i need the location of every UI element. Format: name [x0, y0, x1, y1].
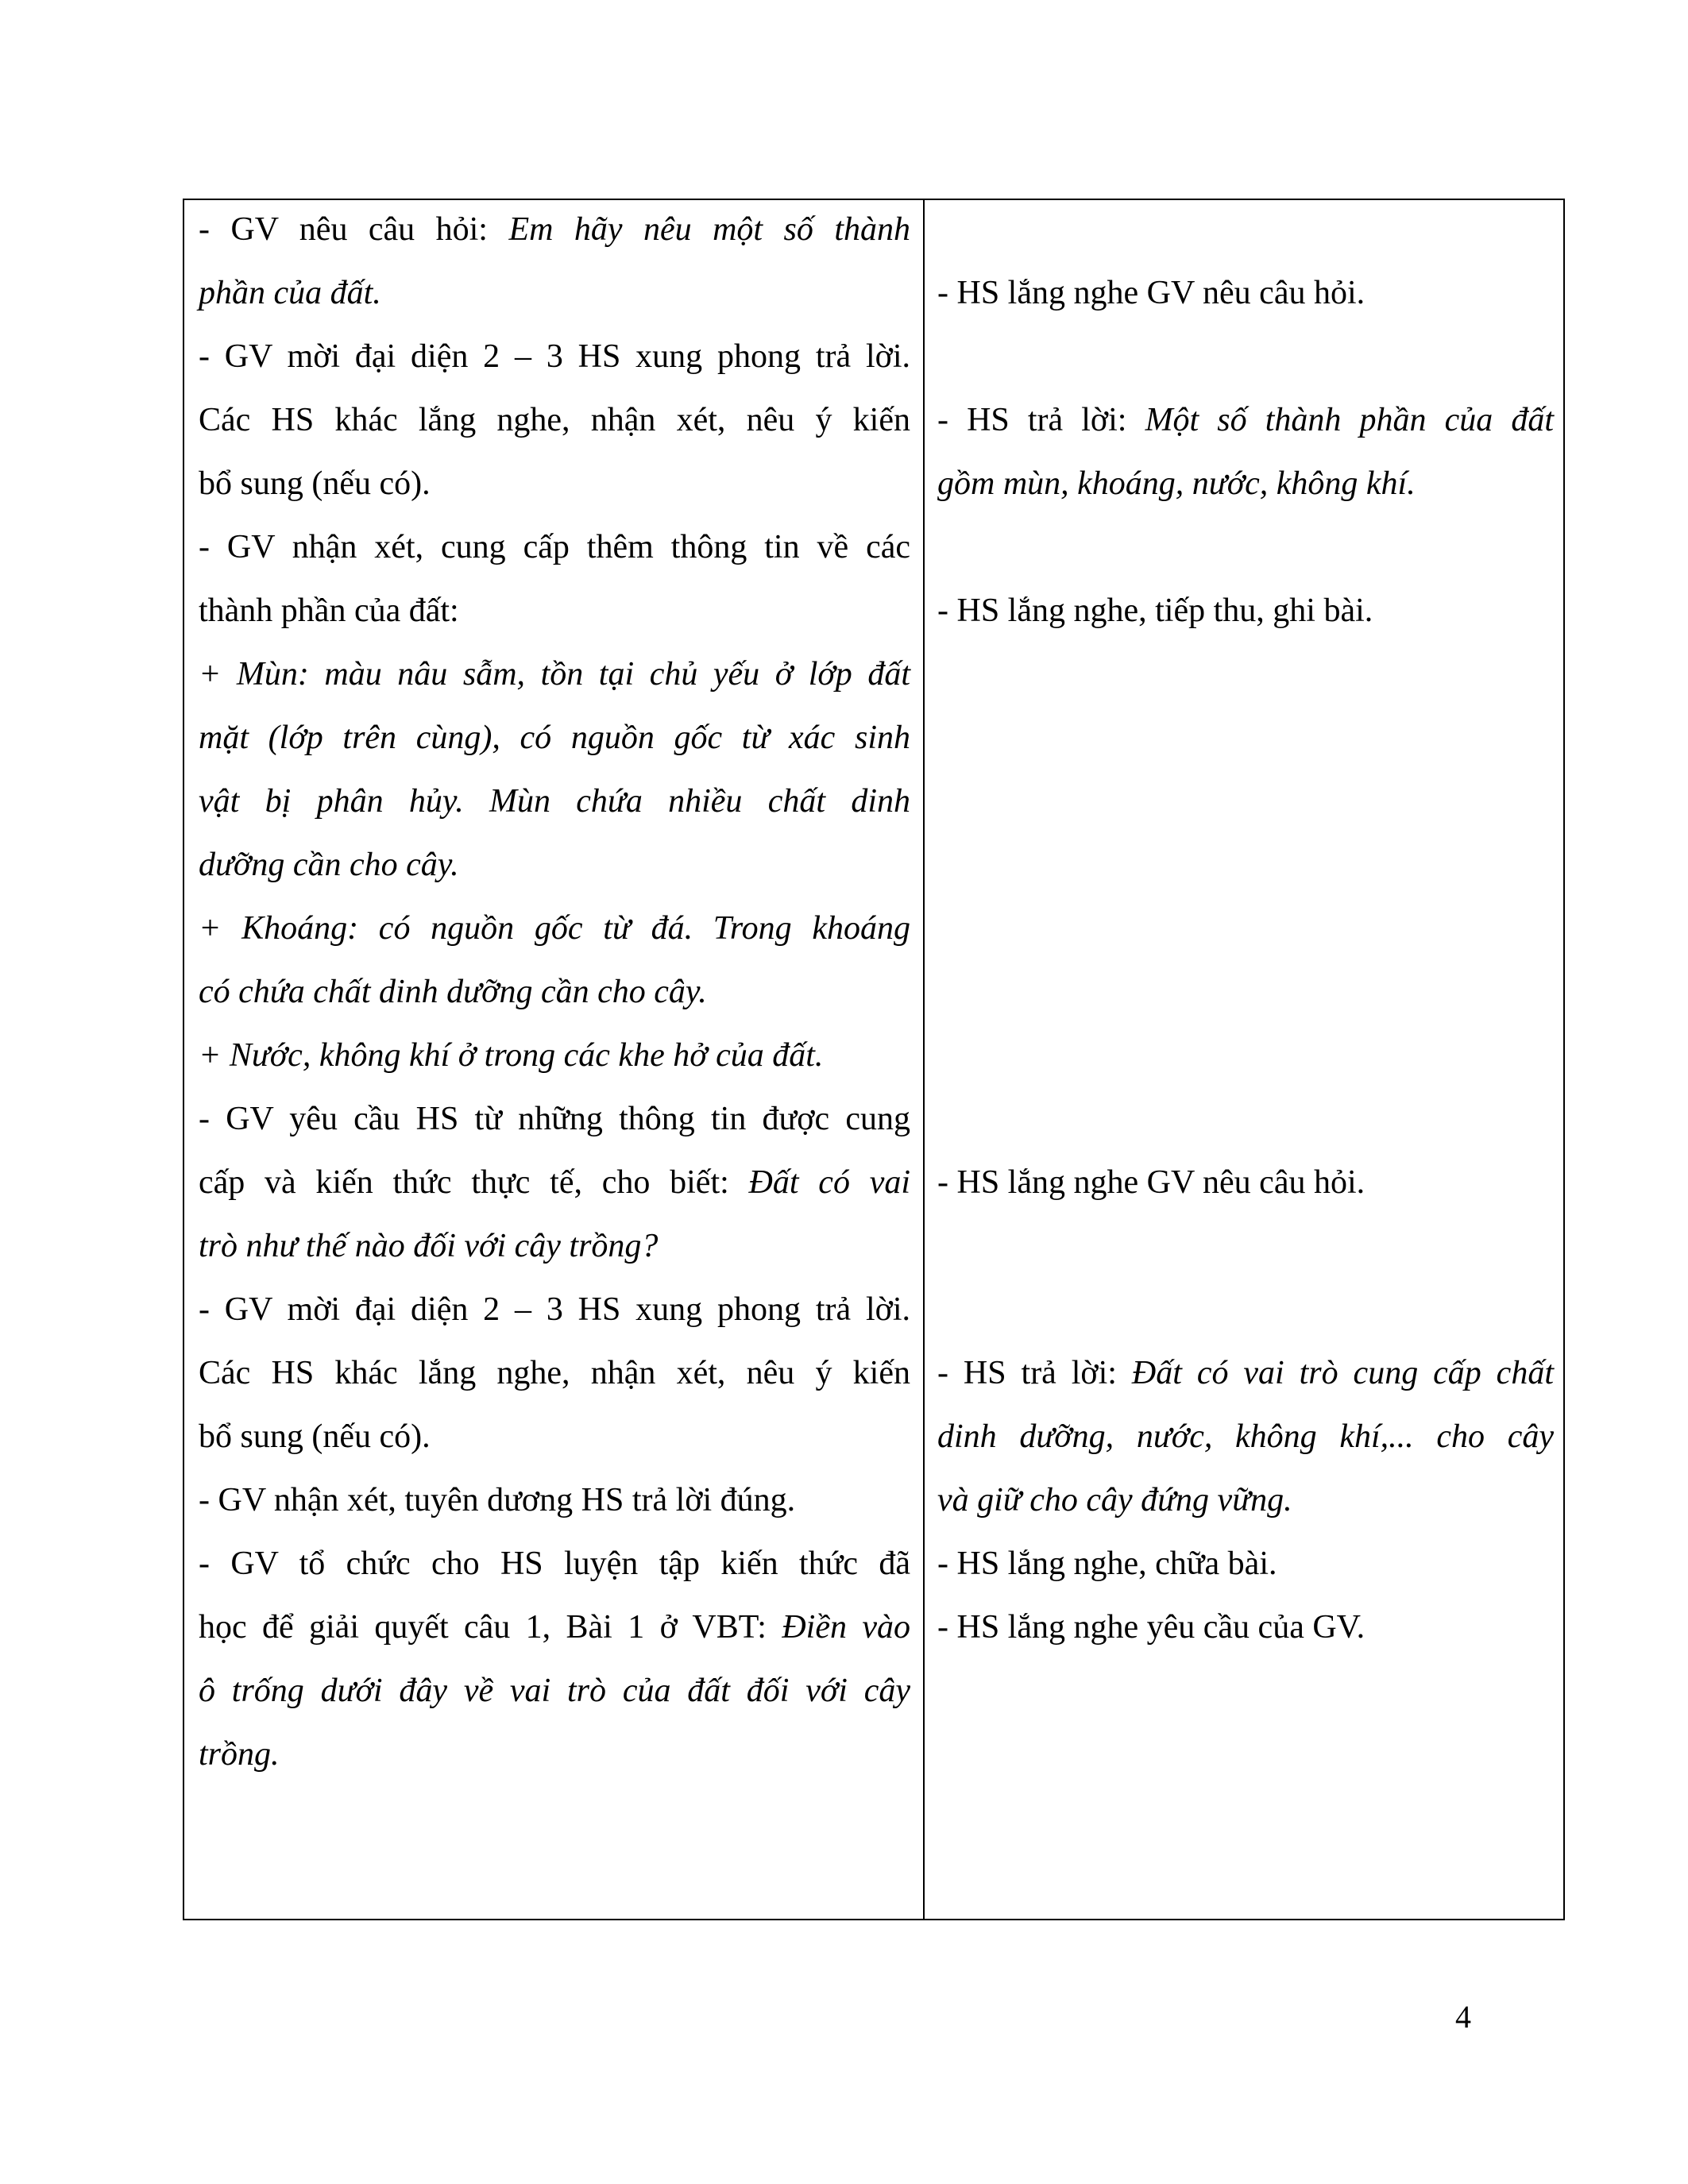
text-line: - HS lắng nghe, tiếp thu, ghi bài. [937, 592, 1373, 629]
text-line: - HS lắng nghe GV nêu câu hỏi. [937, 1164, 1365, 1201]
text-line: - GV nhận xét, tuyên dương HS trả lời đúng. [199, 1482, 796, 1518]
teacher-activities-column [184, 200, 925, 1919]
text-line: - HS lắng nghe yêu cầu của GV. [937, 1609, 1365, 1646]
text-line: bổ sung (nếu có). [199, 465, 431, 502]
text-line: trò như thế nào đối với cây trồng? [199, 1228, 659, 1264]
activity-table [183, 199, 1565, 1920]
text-line: - GV nhận xét, cung cấp thêm thông tin về các [199, 529, 910, 565]
text-line: + Nước, không khí ở trong các khe hở của đất. [199, 1037, 824, 1074]
text-line: - GV nêu câu hỏi: Em hãy nêu một số thành [199, 211, 910, 248]
text-line: có chứa chất dinh dưỡng cần cho cây. [199, 974, 707, 1010]
text-line: mặt (lớp trên cùng), có nguồn gốc từ xác sinh [199, 720, 910, 756]
text-line: học để giải quyết câu 1, Bài 1 ở VBT: Điền vào [199, 1609, 910, 1646]
text-line: - HS trả lời: Một số thành phần của đất [937, 402, 1554, 438]
text-line: dinh dưỡng, nước, không khí,... cho cây [937, 1418, 1554, 1455]
text-line: gồm mùn, khoáng, nước, không khí. [937, 465, 1416, 502]
text-line: - GV tổ chức cho HS luyện tập kiến thức đã [199, 1545, 910, 1582]
text-line: trồng. [199, 1736, 280, 1773]
text-line: - GV yêu cầu HS từ những thông tin được cung [199, 1101, 910, 1137]
text-line: - GV mời đại diện 2 – 3 HS xung phong trả lời. [199, 1291, 910, 1328]
text-line: phần của đất. [199, 275, 381, 311]
text-line: thành phần của đất: [199, 592, 459, 629]
text-line: dưỡng cần cho cây. [199, 847, 459, 883]
text-line: ô trống dưới đây về vai trò của đất đối với cây [199, 1673, 910, 1709]
text-line: - HS trả lời: Đất có vai trò cung cấp chất [937, 1355, 1554, 1391]
text-line: bổ sung (nếu có). [199, 1418, 431, 1455]
text-line: - HS lắng nghe GV nêu câu hỏi. [937, 275, 1365, 311]
text-line: vật bị phân hủy. Mùn chứa nhiều chất dinh [199, 783, 910, 820]
text-line: + Mùn: màu nâu sẫm, tồn tại chủ yếu ở lớp đất [199, 656, 910, 693]
text-line: Các HS khác lắng nghe, nhận xét, nêu ý kiến [199, 402, 910, 438]
student-activities-column [925, 200, 1565, 1919]
text-line: - HS lắng nghe, chữa bài. [937, 1545, 1277, 1582]
text-line: + Khoáng: có nguồn gốc từ đá. Trong khoáng [199, 910, 910, 947]
text-line: - GV mời đại diện 2 – 3 HS xung phong trả lời. [199, 338, 910, 375]
page-number: 4 [1455, 1999, 1471, 2035]
text-line: Các HS khác lắng nghe, nhận xét, nêu ý kiến [199, 1355, 910, 1391]
text-line: cấp và kiến thức thực tế, cho biết: Đất có vai [199, 1164, 911, 1201]
text-line: và giữ cho cây đứng vững. [937, 1482, 1292, 1518]
